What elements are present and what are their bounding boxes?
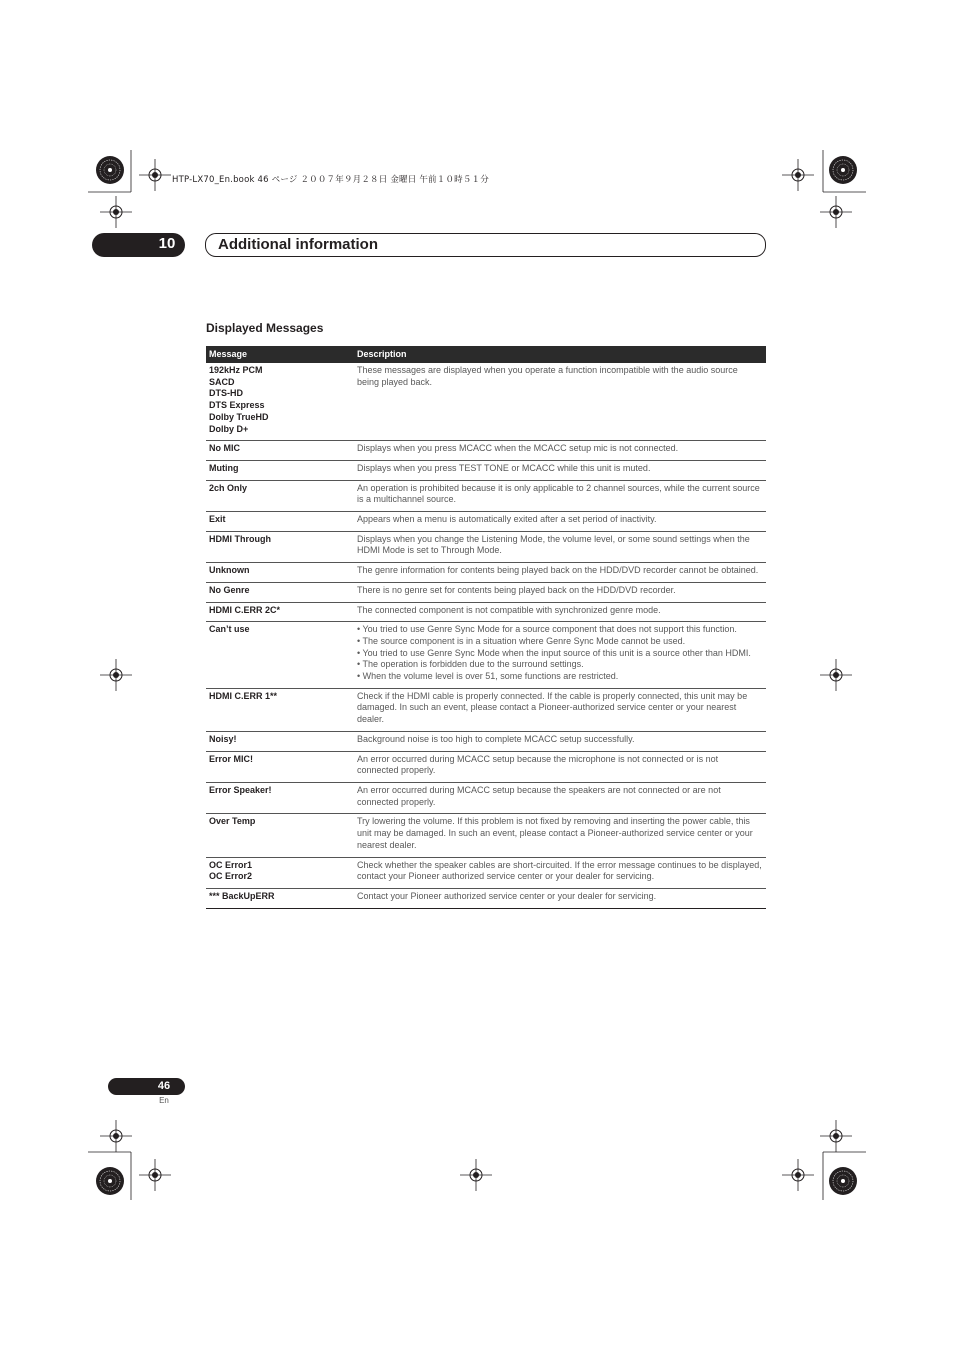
- message-cell: [206, 582, 354, 602]
- message-cell: [206, 731, 354, 751]
- crosshair-top-right-2: [820, 196, 852, 228]
- description-text: Check if the HDMI cable is properly connected. If the cable is properly connected, this unit may be damaged. In such an event, please contact a Pioneer-authorized service center or your nearest dealer.: [357, 690, 748, 725]
- message-name: HDMI Through: [209, 533, 271, 544]
- description-text: These messages are displayed when you operate a function incompatible with the audio source being played back.: [357, 365, 738, 387]
- message-name: DTS-HD: [209, 388, 243, 399]
- message-name: OC Error2: [209, 871, 253, 882]
- chapter-number: 10: [158, 235, 176, 252]
- table-row: [206, 814, 766, 857]
- message-cell: [206, 512, 354, 532]
- message-cell: [206, 888, 354, 908]
- message-name: 192kHz PCM: [209, 365, 263, 375]
- message-name: Dolby D+: [209, 423, 249, 434]
- message-cell: [206, 441, 354, 461]
- message-name: Error MIC!: [209, 753, 254, 764]
- message-name: HDMI C.ERR 2C*: [209, 604, 281, 615]
- table-row: [206, 688, 766, 731]
- message-name: Noisy!: [209, 733, 237, 744]
- description-text: An error occurred during MCACC setup because the microphone is not connected or is not connected properly.: [357, 753, 719, 776]
- crosshair-bottom-left-1: [100, 1120, 132, 1152]
- message-name: 2ch Only: [209, 482, 248, 493]
- description-text: • You tried to use Genre Sync Mode for a source component that does not support this function.: [357, 624, 737, 635]
- message-name: OC Error1: [209, 859, 253, 870]
- description-text: • You tried to use Genre Sync Mode when the input source of this unit is a source other than HDMI.: [357, 647, 751, 658]
- chapter-title-box: [205, 233, 766, 257]
- chapter-title: Additional information: [218, 236, 378, 253]
- description-text: • The operation is forbidden due to the surround settings.: [357, 659, 584, 670]
- message-name: Can’t use: [209, 624, 250, 635]
- star-target-top-right: [829, 156, 857, 184]
- description-text: Displays when you press TEST TONE or MCACC while this unit is muted.: [357, 462, 651, 473]
- description-cell: [354, 480, 766, 511]
- message-name: Dolby TrueHD: [209, 411, 269, 422]
- description-cell: [354, 602, 766, 622]
- table-row: [206, 531, 766, 562]
- table-row: [206, 441, 766, 461]
- description-cell: [354, 751, 766, 782]
- crosshair-bottom-center: [460, 1159, 492, 1191]
- description-text: An error occurred during MCACC setup because the speakers are not connected or are not connected properly.: [357, 784, 721, 807]
- crosshair-bottom-right-2: [782, 1159, 814, 1191]
- message-name: DTS Express: [209, 400, 265, 411]
- description-text: The genre information for contents being played back on the HDD/DVD recorder cannot be obtained.: [357, 565, 759, 576]
- message-cell: [206, 480, 354, 511]
- table-row: [206, 512, 766, 532]
- table-row: [206, 622, 766, 689]
- table-row: [206, 751, 766, 782]
- description-cell: [354, 857, 766, 888]
- crosshair-top-right-1: [782, 159, 814, 191]
- message-name: Muting: [209, 462, 239, 473]
- print-file-info: HTP-LX70_En.book 46 ページ ２００７年９月２８日 金曜日 午前１０時５１分: [172, 175, 489, 185]
- star-target-top-left: [96, 156, 124, 184]
- message-name: Unknown: [209, 565, 250, 576]
- message-cell: [206, 622, 354, 689]
- crosshair-top-left-2: [100, 196, 132, 228]
- description-text: The connected component is not compatible with synchronized genre mode.: [357, 604, 661, 615]
- description-cell: [354, 814, 766, 857]
- description-text: There is no genre set for contents being played back on the HDD/DVD recorder.: [357, 584, 676, 595]
- table-row: [206, 563, 766, 583]
- crosshair-top-left-1: [139, 159, 171, 191]
- table-row: [206, 888, 766, 908]
- section-title: Displayed Messages: [206, 321, 324, 335]
- column-header-message: Message: [206, 346, 354, 363]
- message-cell: [206, 857, 354, 888]
- message-name: SACD: [209, 376, 235, 387]
- description-cell: [354, 563, 766, 583]
- table-row: [206, 857, 766, 888]
- description-text: Appears when a menu is automatically exited after a set period of inactivity.: [357, 514, 657, 525]
- crosshair-bottom-left-2: [139, 1159, 171, 1191]
- table-row: [206, 363, 766, 441]
- message-cell: [206, 363, 354, 441]
- message-name: *** BackUpERR: [209, 890, 275, 901]
- description-cell: [354, 582, 766, 602]
- description-text: Displays when you change the Listening Mode, the volume level, or some sound settings when the HDMI Mode is set to Through Mode.: [357, 533, 750, 556]
- description-text: Try lowering the volume. If this problem is not fixed by removing and inserting the power cable, this unit may be damaged. In such an event, please contact a Pioneer-authorized service center or your nearest dealer.: [357, 816, 753, 850]
- message-cell: [206, 688, 354, 731]
- table-row: [206, 460, 766, 480]
- table-row: [206, 602, 766, 622]
- description-cell: [354, 782, 766, 813]
- star-target-bottom-left: [96, 1167, 124, 1195]
- message-name: Error Speaker!: [209, 784, 272, 795]
- description-cell: [354, 731, 766, 751]
- description-cell: [354, 888, 766, 908]
- message-cell: [206, 602, 354, 622]
- description-cell: [354, 460, 766, 480]
- message-name: No Genre: [209, 584, 250, 595]
- message-name: Over Temp: [209, 816, 256, 827]
- description-text: Check whether the speaker cables are short-circuited. If the error message continues to be displayed, contact your Pioneer authorized service center or your dealer for servicing.: [357, 859, 762, 882]
- message-cell: [206, 814, 354, 857]
- description-text: • The source component is in a situation where Genre Sync Mode cannot be used.: [357, 635, 686, 646]
- message-name: HDMI C.ERR 1**: [209, 690, 278, 701]
- message-cell: [206, 751, 354, 782]
- description-text: An operation is prohibited because it is only applicable to 2 channel sources, while the current source is a multichannel source.: [357, 482, 760, 505]
- message-name: No MIC: [209, 443, 240, 454]
- crosshair-mid-left: [100, 659, 132, 691]
- star-target-bottom-right: [829, 1167, 857, 1195]
- displayed-messages-table: [206, 346, 766, 909]
- crosshair-bottom-right-1: [820, 1120, 852, 1152]
- message-name: Exit: [209, 514, 226, 525]
- message-cell: [206, 563, 354, 583]
- column-header-description: Description: [354, 346, 766, 363]
- message-cell: [206, 460, 354, 480]
- description-text: Background noise is too high to complete MCACC setup successfully.: [357, 733, 635, 744]
- page-language: En: [159, 1096, 169, 1105]
- message-cell: [206, 782, 354, 813]
- table-body: [206, 363, 766, 908]
- table-row: [206, 731, 766, 751]
- description-text: Displays when you press MCACC when the MCACC setup mic is not connected.: [357, 443, 679, 454]
- description-cell: [354, 531, 766, 562]
- description-text: • When the volume level is over 51, some functions are restricted.: [357, 671, 619, 682]
- description-cell: [354, 441, 766, 461]
- description-cell: [354, 363, 766, 441]
- table-header-row: [206, 346, 766, 363]
- table-row: [206, 582, 766, 602]
- table-row: [206, 782, 766, 813]
- message-cell: [206, 531, 354, 562]
- description-cell: [354, 688, 766, 731]
- table-row: [206, 480, 766, 511]
- description-text: Contact your Pioneer authorized service center or your dealer for servicing.: [357, 890, 657, 901]
- description-cell: [354, 512, 766, 532]
- description-cell: [354, 622, 766, 689]
- crosshair-mid-right: [820, 659, 852, 691]
- page-number: 46: [157, 1080, 171, 1092]
